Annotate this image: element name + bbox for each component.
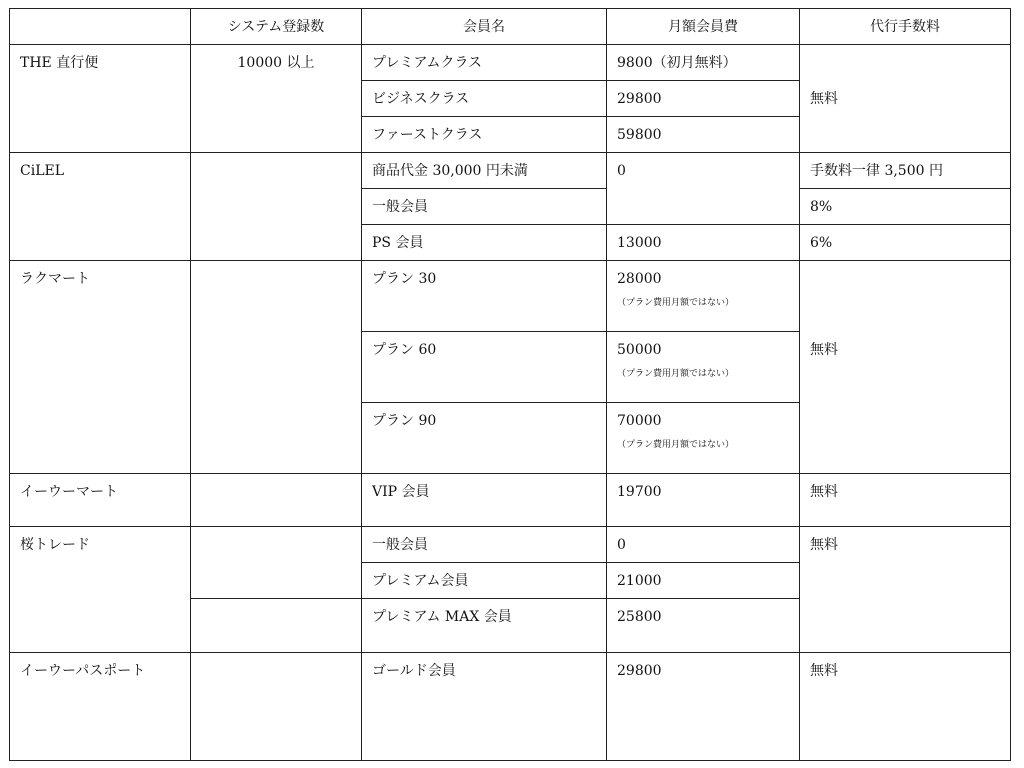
registration-count — [191, 474, 362, 527]
header-cell: システム登録数 — [191, 9, 362, 45]
member-name: プレミアム会員 — [362, 563, 607, 599]
fee-note: （プラン費用月額ではない） — [617, 298, 735, 308]
table-row — [10, 153, 1011, 189]
fee-value: 70000 — [617, 413, 662, 429]
member-name: プラン 60 — [362, 332, 607, 403]
monthly-fee: 59800 — [607, 117, 800, 153]
fee-value: 28000 — [617, 271, 662, 287]
member-name: 商品代金 30,000 円未満 — [362, 153, 607, 189]
header-cell: 会員名 — [362, 9, 607, 45]
registration-count — [191, 261, 362, 474]
table-row — [10, 45, 1011, 81]
registration-count: 10000 以上 — [191, 45, 362, 153]
table-row — [10, 261, 1011, 332]
monthly-fee: 29800 — [607, 81, 800, 117]
monthly-fee — [607, 403, 800, 474]
fee-note: （プラン費用月額ではない） — [617, 440, 735, 450]
member-name: 一般会員 — [362, 527, 607, 563]
commission: 無料 — [800, 653, 1011, 761]
service-name: CiLEL — [10, 153, 191, 261]
service-name: イーウーマート — [10, 474, 191, 527]
fee-value: 50000 — [617, 342, 662, 358]
table-row — [10, 474, 1011, 527]
commission: 無料 — [800, 261, 1011, 474]
commission: 8% — [800, 189, 1011, 225]
commission: 手数料一律 3,500 円 — [800, 153, 1011, 189]
monthly-fee: 0 — [607, 153, 800, 225]
member-name: 一般会員 — [362, 189, 607, 225]
member-name: プラン 90 — [362, 403, 607, 474]
monthly-fee: 29800 — [607, 653, 800, 761]
member-name: ビジネスクラス — [362, 81, 607, 117]
registration-count — [191, 153, 362, 261]
monthly-fee: 25800 — [607, 599, 800, 653]
commission: 無料 — [800, 527, 1011, 653]
member-name: PS 会員 — [362, 225, 607, 261]
registration-count — [191, 527, 362, 599]
commission: 無料 — [800, 45, 1011, 153]
header-cell — [10, 9, 191, 45]
monthly-fee — [607, 332, 800, 403]
monthly-fee — [607, 261, 800, 332]
fee-note: （プラン費用月額ではない） — [617, 369, 735, 379]
monthly-fee: 9800（初月無料） — [607, 45, 800, 81]
table-row — [10, 653, 1011, 761]
member-name: ファーストクラス — [362, 117, 607, 153]
monthly-fee: 0 — [607, 527, 800, 563]
commission: 無料 — [800, 474, 1011, 527]
registration-count — [191, 599, 362, 653]
comparison-table — [9, 8, 1011, 761]
service-name: 桜トレード — [10, 527, 191, 653]
header-cell: 代行手数料 — [800, 9, 1011, 45]
monthly-fee: 13000 — [607, 225, 800, 261]
member-name: プレミアム MAX 会員 — [362, 599, 607, 653]
header-cell: 月額会員費 — [607, 9, 800, 45]
commission: 6% — [800, 225, 1011, 261]
service-name: THE 直行便 — [10, 45, 191, 153]
service-name: ラクマート — [10, 261, 191, 474]
member-name: VIP 会員 — [362, 474, 607, 527]
member-name: ゴールド会員 — [362, 653, 607, 761]
member-name: プレミアムクラス — [362, 45, 607, 81]
member-name: プラン 30 — [362, 261, 607, 332]
monthly-fee: 21000 — [607, 563, 800, 599]
monthly-fee: 19700 — [607, 474, 800, 527]
table-row — [10, 527, 1011, 563]
header-row — [10, 9, 1011, 45]
registration-count — [191, 653, 362, 761]
service-name: イーウーパスポート — [10, 653, 191, 761]
